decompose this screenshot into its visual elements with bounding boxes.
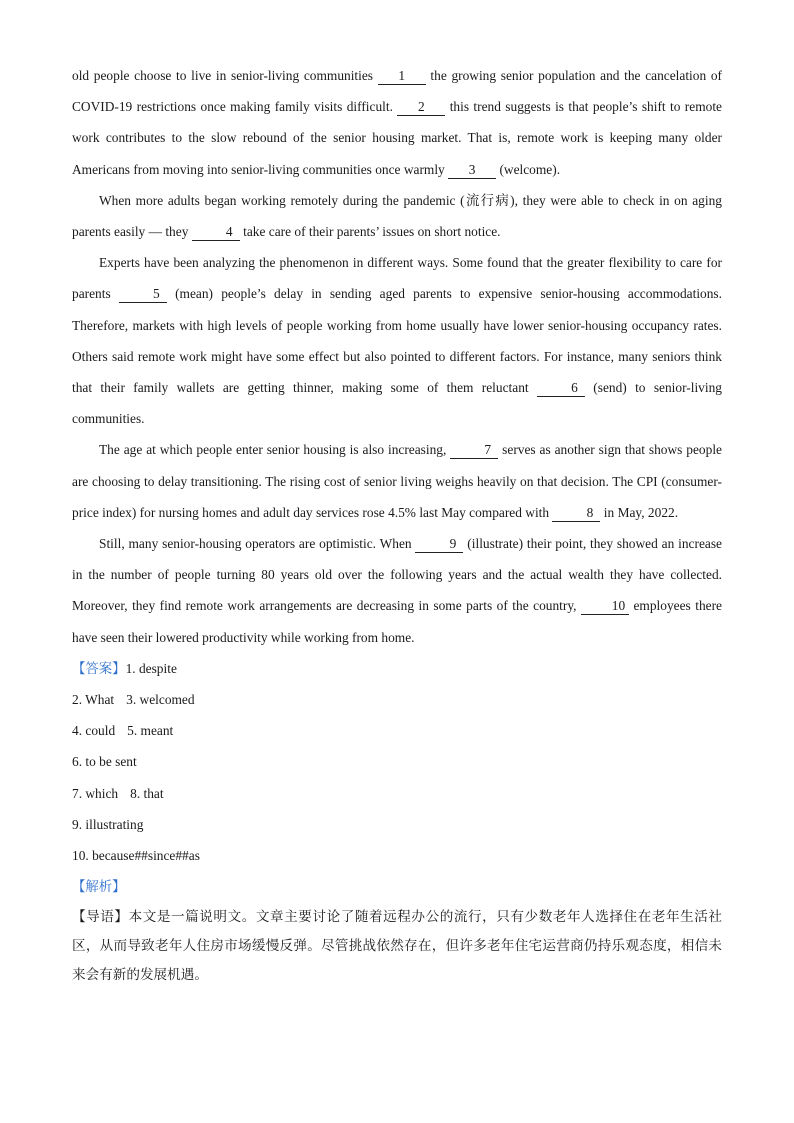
blank-10: 10 — [581, 598, 629, 615]
blank-5: 5 — [119, 286, 167, 303]
intro-text: 本文是一篇说明文。文章主要讨论了随着远程办公的流行，只有少数老年人选择住在老年生活社区，从而导致老年人住房市场缓慢反弹。尽管挑战依然存在，但许多老年住宅运营商仍持乐观态度，相信未来会有新的发展机遇。 — [72, 909, 723, 984]
blank-2: 2 — [397, 99, 445, 116]
answer-4: 4. could — [72, 723, 116, 739]
blank-1: 1 — [378, 68, 426, 85]
analysis-line — [72, 871, 722, 903]
answer-heading: 【答案】 — [72, 660, 126, 676]
answer-7: 7. which — [72, 785, 119, 801]
answer-3: 3. welcomed — [126, 692, 195, 708]
blank-3: 3 — [448, 162, 496, 179]
blank-7: 7 — [450, 442, 498, 459]
answer-1: 1. despite — [125, 660, 177, 676]
answer-line-6 — [72, 809, 722, 840]
answer-line-1 — [72, 653, 722, 684]
answer-9: 9. illustrating — [72, 816, 144, 832]
answer-5: 5. meant — [127, 723, 174, 739]
answer-line-5 — [72, 778, 722, 809]
answer-line-3 — [72, 715, 722, 746]
answer-2: 2. What — [72, 692, 115, 708]
blank-6: 6 — [537, 380, 585, 397]
passage-paragraph-4: The age at which people enter senior housing is also increasing, 7 serves as another sign that shows people are choosing to delay transitioning. The rising cost of senior living weighs heavily on that decision. The CPI (consumer-price index) for nursing homes and adult day services rose 4.5% last May compared with 8 in May, 2022. — [72, 442, 722, 520]
blank-4: 4 — [192, 224, 240, 241]
blank-8: 8 — [552, 505, 600, 522]
passage-paragraph-2: When more adults began working remotely during the pandemic (流行病), they were able to check in on aging parents easily — they 4 take care of their parents’ issues on short notice. — [72, 192, 722, 240]
intro-label: 【导语】 — [72, 909, 129, 926]
passage-paragraph-1: old people choose to live in senior-living communities 1 the growing senior population and the cancelation of COVID-19 restrictions once making family visits difficult. 2 this trend suggests is that people’s shift to remote work contributes to the slow rebound of the senior housing market. That is, remote work is keeping many older Americans from moving into senior-living communities once warmly 3 (welcome). — [72, 68, 722, 177]
passage-paragraph-5: Still, many senior-housing operators are optimistic. When 9 (illustrate) their point, they showed an increase in the number of people turning 80 years old over the following years and the actual wealth they have collected. Moreover, they find remote work arrangements are decreasing in some parts of the country, 10 employees there have seen their lowered productivity while working from home. — [72, 536, 722, 645]
answer-line-2 — [72, 684, 722, 715]
blank-9: 9 — [415, 536, 463, 553]
analysis-intro — [72, 903, 722, 990]
passage-paragraph-3: Experts have been analyzing the phenomenon in different ways. Some found that the greater flexibility to care for parents 5 (mean) people’s delay in sending aged parents to expensive senior-housing accommodations. Therefore, markets with high levels of people working from home usually have lower senior-housing occupancy rates. Others said remote work might have some effect but also pointed to different factors. For instance, many seniors think that their family wallets are getting thinner, making some of them reluctant 6 (send) to senior-living communities. — [72, 255, 722, 427]
answer-line-7 — [72, 840, 722, 871]
analysis-heading: 【解析】 — [72, 880, 126, 896]
answer-10: 10. because##since##as — [72, 848, 200, 864]
document-page — [72, 60, 722, 990]
answer-8: 8. that — [130, 785, 164, 801]
answer-6: 6. to be sent — [72, 754, 137, 770]
answer-line-4 — [72, 746, 722, 777]
